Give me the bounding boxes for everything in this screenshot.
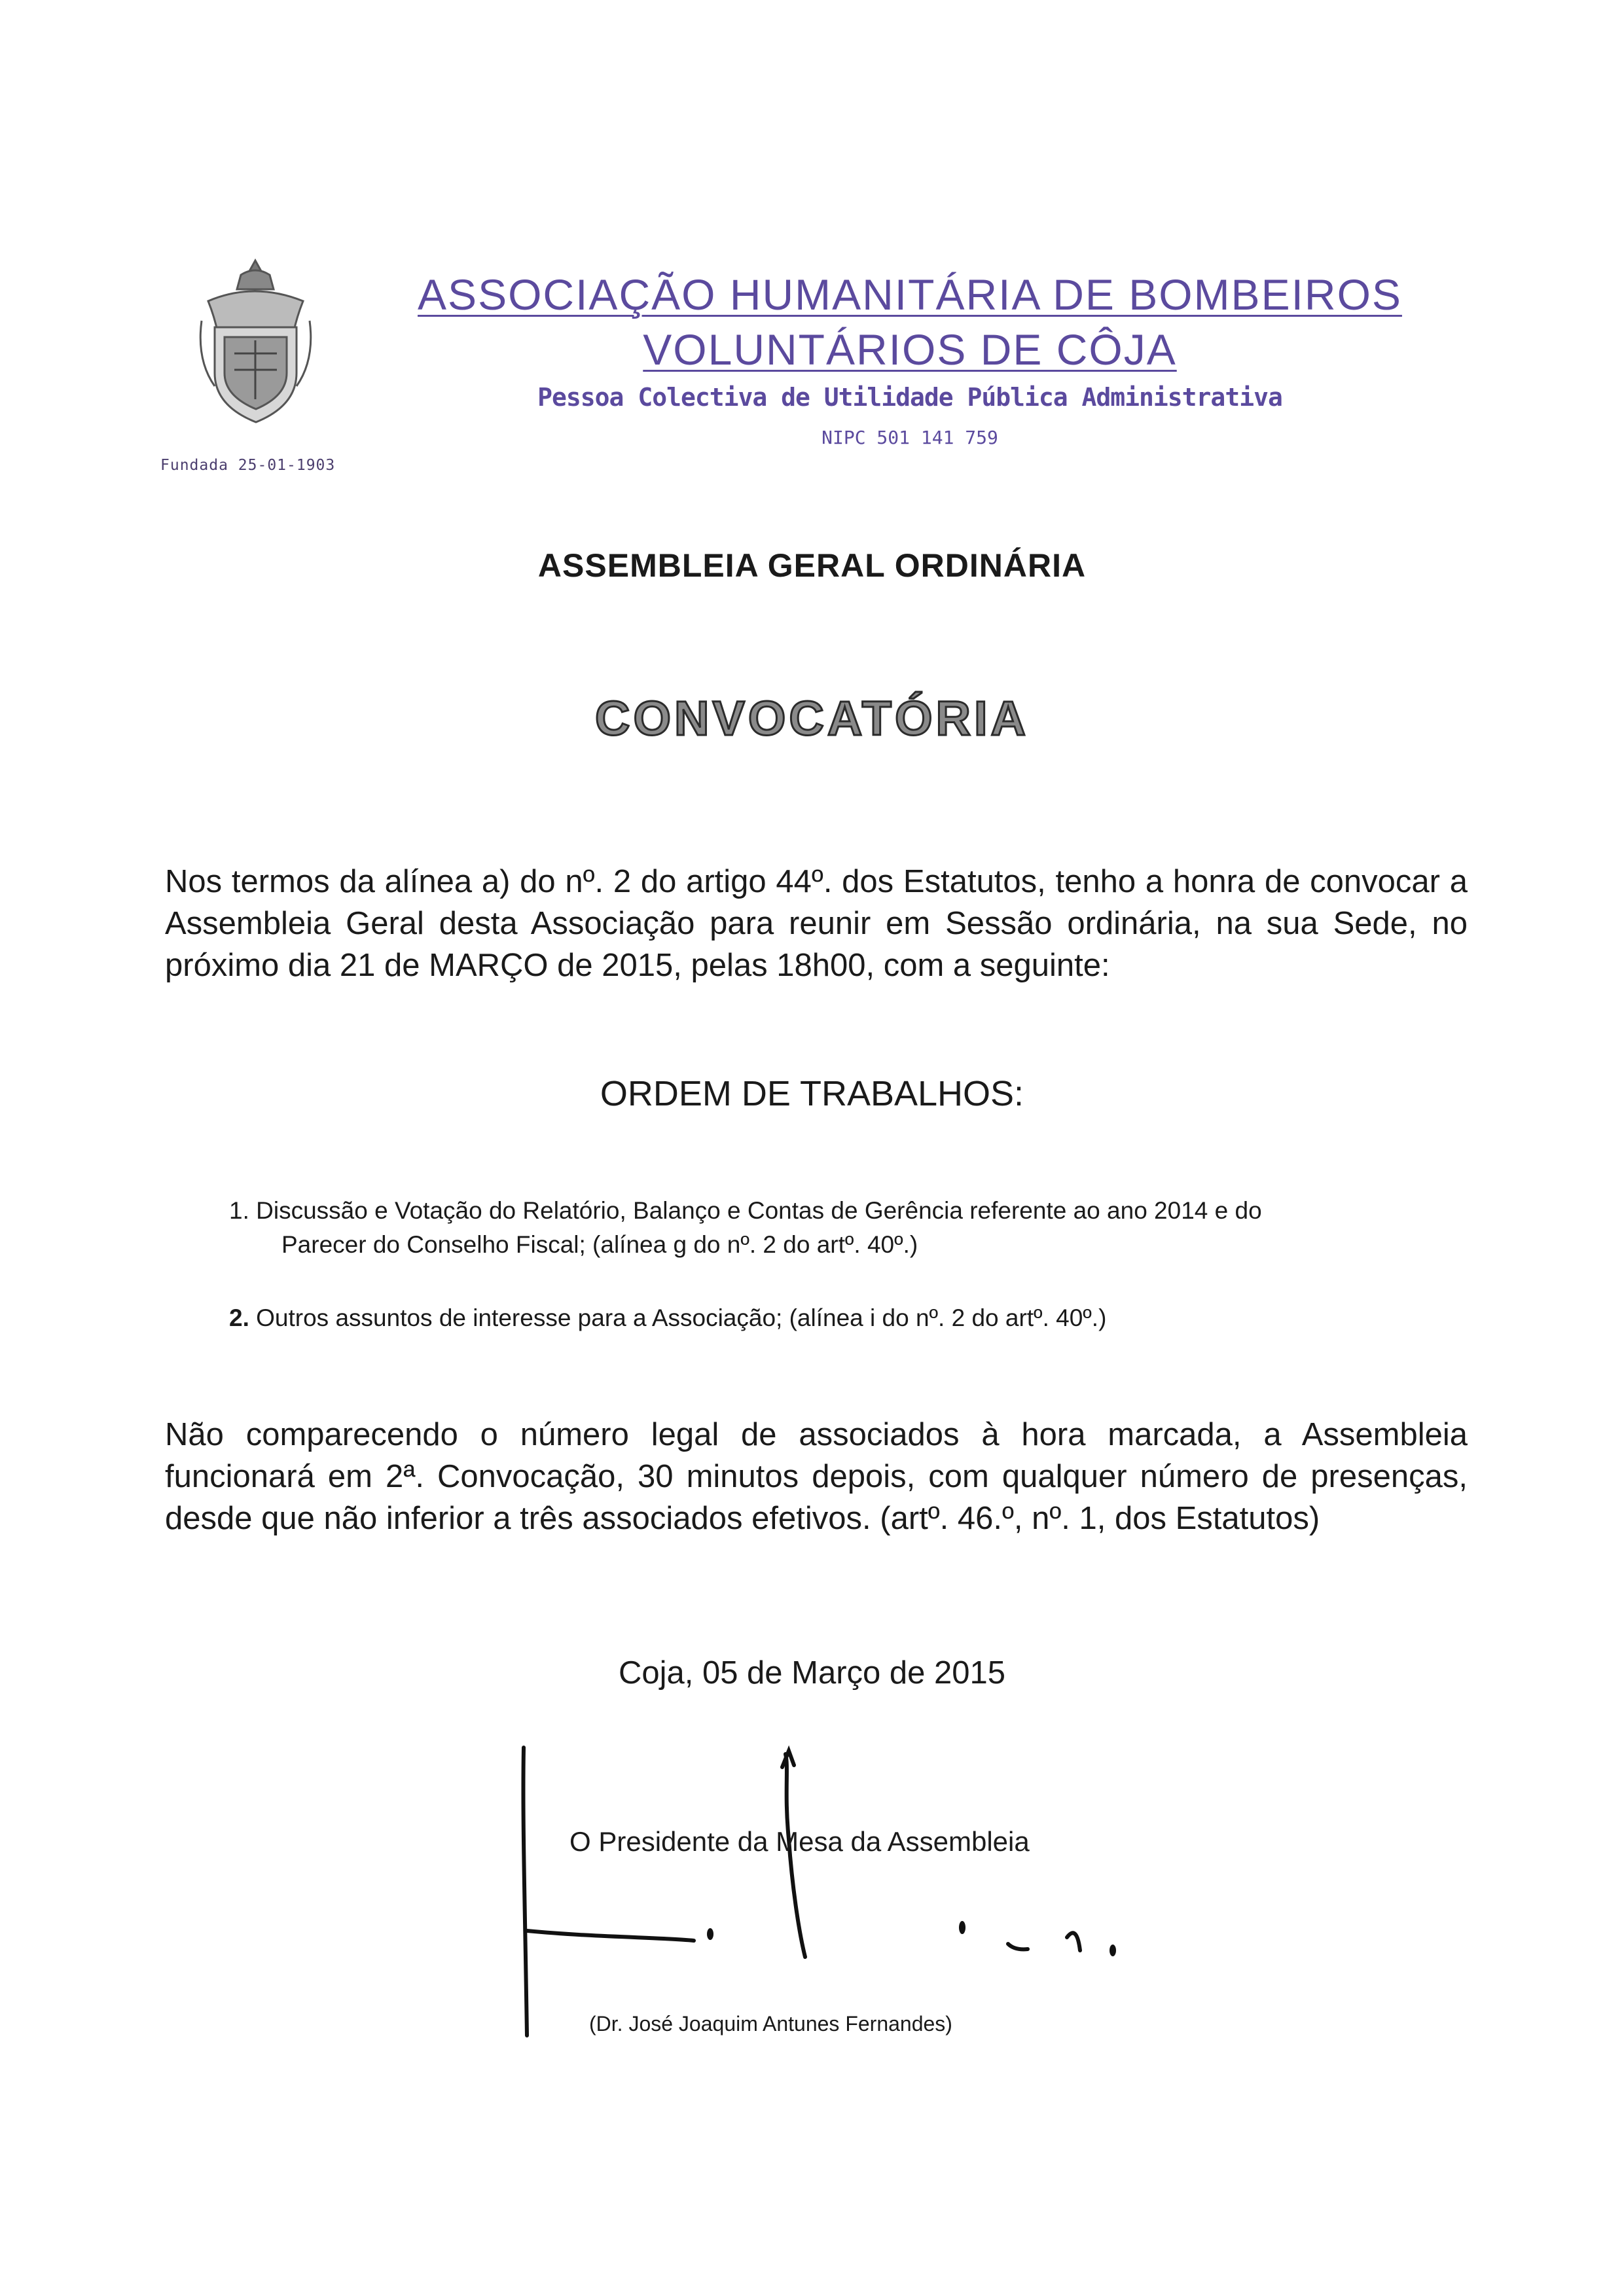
president-label: O Presidente da Mesa da Assembleia bbox=[569, 1826, 1030, 1857]
quorum-paragraph: Não comparecendo o número legal de associados à hora marcada, a Assembleia funcionará em 2ª. Convocação, 30 minutos depois, com qualquer número de presenças, desde que não inferior a três associados efetivos. (artº. 46.º, nº. 1, dos Estatutos) bbox=[165, 1417, 1468, 1536]
organization-nipc: NIPC 501 141 759 bbox=[821, 427, 998, 448]
agenda-item bbox=[229, 1301, 1440, 1335]
agenda-title: ORDEM DE TRABALHOS: bbox=[600, 1074, 1024, 1113]
agenda-item-text: Discussão e Votação do Relatório, Balanço e Contas de Gerência referente ao ano 2014 e do bbox=[256, 1197, 1262, 1224]
agenda-item-number: 2. bbox=[229, 1304, 249, 1331]
organization-name-line2: VOLUNTÁRIOS DE CÔJA bbox=[643, 325, 1177, 374]
intro-paragraph: Nos termos da alínea a) do nº. 2 do artigo 44º. dos Estatutos, tenho a honra de convocar a Assembleia Geral desta Associação para reunir em Sessão ordinária, na sua Sede, no próximo dia 21 de MARÇO de 2015, pelas 18h00, com a seguinte: bbox=[165, 864, 1468, 983]
place-date: Coja, 05 de Março de 2015 bbox=[618, 1655, 1006, 1691]
founded-date: Fundada 25-01-1903 bbox=[160, 457, 336, 474]
agenda-item-number: 1. bbox=[229, 1197, 249, 1224]
agenda-item bbox=[229, 1194, 1440, 1262]
document-title: CONVOCATÓRIA bbox=[595, 691, 1029, 745]
assembly-title: ASSEMBLEIA GERAL ORDINÁRIA bbox=[537, 547, 1087, 584]
handwritten-signature bbox=[497, 1741, 1218, 2055]
signer-name: (Dr. José Joaquim Antunes Fernandes) bbox=[589, 2012, 952, 2036]
organization-status: Pessoa Colectiva de Utilidade Pública Administrativa bbox=[537, 383, 1282, 412]
coat-of-arms-icon bbox=[195, 255, 316, 439]
agenda-item-text-continuation: Parecer do Conselho Fiscal; (alínea g do nº. 2 do artº. 40º.) bbox=[281, 1231, 918, 1258]
organization-name-line1: ASSOCIAÇÃO HUMANITÁRIA DE BOMBEIROS bbox=[418, 270, 1402, 319]
agenda-item-text: Outros assuntos de interesse para a Associação; (alínea i do nº. 2 do artº. 40º.) bbox=[256, 1304, 1107, 1331]
